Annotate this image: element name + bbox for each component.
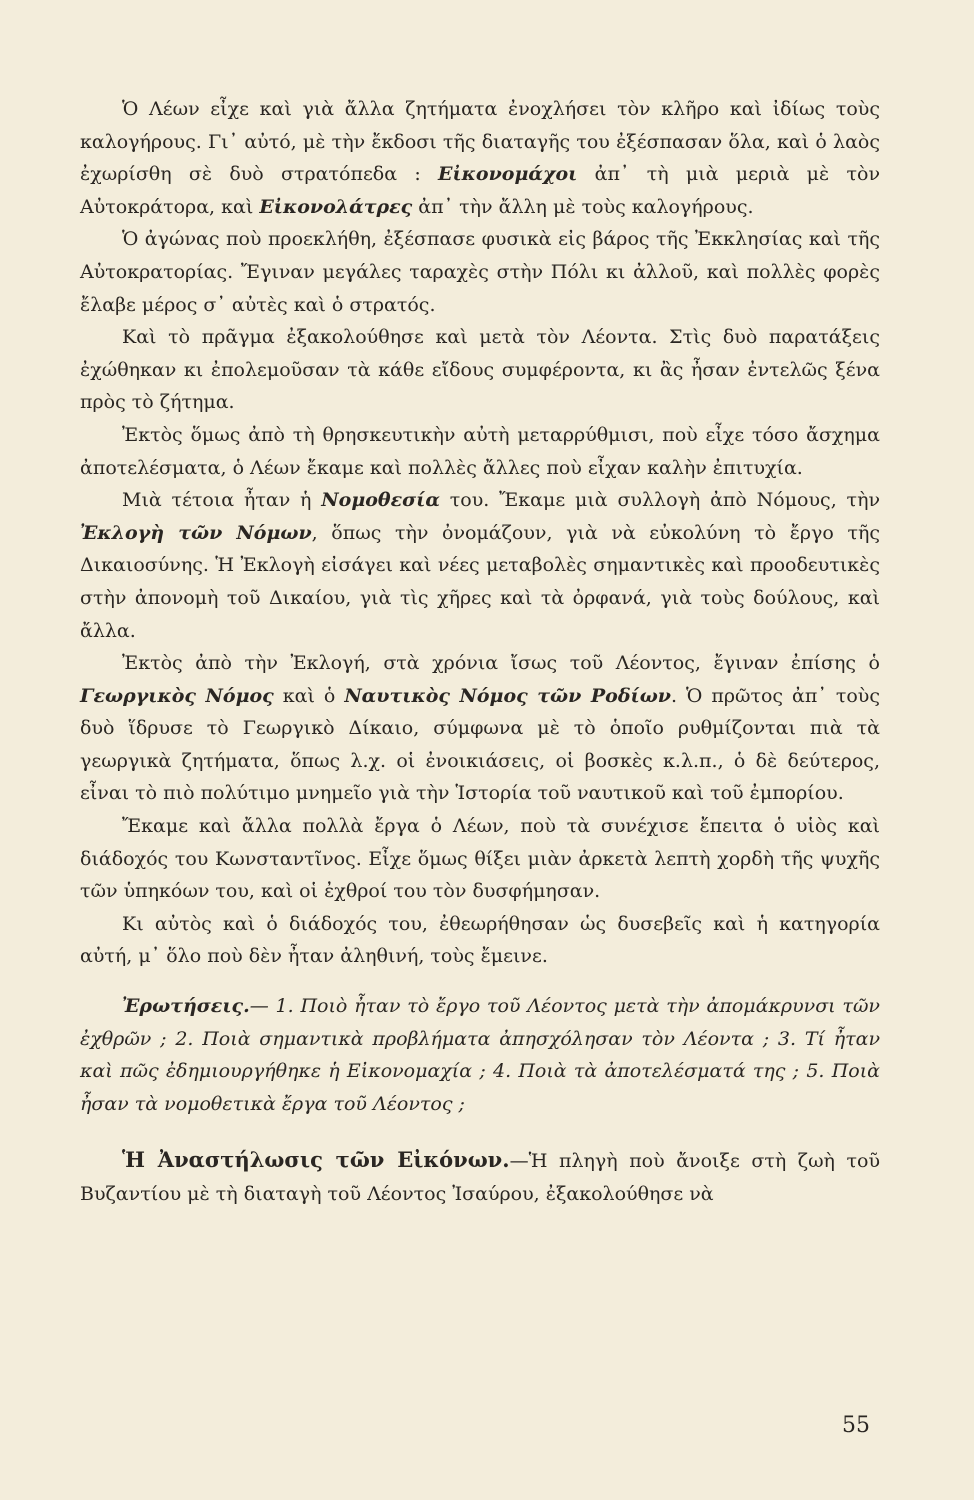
paragraph <box>80 908 880 973</box>
paragraph-text: ἀπ᾿ τὴ μιὰ μεριὰ μὲ τὸν Αὐτοκράτορα, καὶ <box>80 163 880 218</box>
paragraph-text: Μιὰ τέτοια ἦταν ἡ <box>122 489 322 512</box>
emphasized-term: Γεωργικὸς Νόμος <box>80 684 274 707</box>
next-section <box>80 1144 880 1210</box>
paragraph <box>80 810 880 908</box>
review-questions <box>80 990 880 1120</box>
emphasized-term: Νομοθεσία <box>321 489 440 512</box>
paragraph <box>80 419 880 484</box>
main-text <box>80 93 880 973</box>
questions-text: — 1. Ποιὸ ἦταν τὸ ἔργο τοῦ Λέοντος μετὰ τὴν ἀπομάκρυνσι τῶν ἐχθρῶν ; 2. Ποιὰ σημαντικὰ προβλήματα ἀπησχόλησαν τὸν Λέοντα ; 3. Τί ἦταν καὶ πῶς ἐδημιουργήθηκε ἡ Εἰκονομαχία ; 4. Ποιὰ τὰ ἀποτελέσματά της ; 5. Ποιὰ ἦσαν τὰ νομοθετικὰ ἔργα τοῦ Λέοντος ; <box>80 995 880 1115</box>
paragraph-text: Ὁ Λέων εἶχε καὶ γιὰ ἄλλα ζητήματα ἐνοχλήσει τὸν κλῆρο καὶ ἰδίως τοὺς καλογήρους. Γι᾿ αὐτό, μὲ τὴν ἔκδοσι τῆς διαταγῆς του ἐξέσπασαν ὅλα, καὶ ὁ λαὸς ἐχωρίσθη σὲ δυὸ στρατόπεδα : <box>80 98 880 186</box>
paragraph-text: Ἔκαμε καὶ ἄλλα πολλὰ ἔργα ὁ Λέων, ποὺ τὰ συνέχισε ἔπειτα ὁ υἱὸς καὶ διάδοχός του Κωνσταντῖνος. Εἶχε ὅμως θίξει μιὰν ἀρκετὰ λεπτὴ χορδὴ τῆς ψυχῆς τῶν ὑπηκόων του, καὶ οἱ ἐχθροί του τὸν δυσφήμησαν. <box>80 815 880 903</box>
paragraph <box>80 93 880 223</box>
paragraph-text: Ὁ ἀγώνας ποὺ προεκλήθη, ἐξέσπασε φυσικὰ εἰς βάρος τῆς Ἐκκλησίας καὶ τῆς Αὐτοκρατορίας. Ἔγιναν μεγάλες ταραχὲς στὴν Πόλι κι ἀλλοῦ, καὶ πολλὲς φορὲς ἔλαβε μέρος σ᾿ αὐτὲς καὶ ὁ στρατός. <box>80 228 880 316</box>
paragraph-text: Ἐκτὸς ἀπὸ τὴν Ἐκλογή, στὰ χρόνια ἴσως τοῦ Λέοντος, ἔγιναν ἐπίσης ὁ <box>122 652 880 675</box>
paragraph <box>80 484 880 647</box>
section-text: —Ἡ πληγὴ ποὺ ἄνοιξε στὴ ζωὴ τοῦ Βυζαντίου μὲ τὴ διαταγὴ τοῦ Λέοντος Ἰσαύρου, ἐξακολούθησε νὰ <box>80 1150 880 1205</box>
emphasized-term: Εἰκονομάχοι <box>438 163 578 186</box>
emphasized-term: Ἐκλογὴ τῶν Νόμων <box>80 521 312 544</box>
page-number: 55 <box>842 1413 870 1438</box>
questions-label: Ἐρωτήσεις. <box>122 995 250 1018</box>
paragraph-text: καὶ ὁ <box>273 684 345 707</box>
paragraph <box>80 321 880 419</box>
paragraph-text: του. Ἔκαμε μιὰ συλλογὴ ἀπὸ Νόμους, τὴν <box>439 489 880 512</box>
paragraph-text: , ὅπως τὴν ὀνομάζουν, γιὰ νὰ εὐκολύνη τὸ ἔργο τῆς Δικαιοσύνης. Ἡ Ἐκλογὴ εἰσάγει καὶ νέες μεταβολὲς σημαντικὲς καὶ προοδευτικὲς στὴν ἀπονομὴ τοῦ Δικαίου, γιὰ τὶς χῆρες καὶ τὰ ὀρφανά, γιὰ τοὺς δούλους, καὶ ἄλλα. <box>80 521 880 642</box>
paragraph-text: Καὶ τὸ πρᾶγμα ἐξακολούθησε καὶ μετὰ τὸν Λέοντα. Στὶς δυὸ παρατάξεις ἐχώθηκαν κι ἐπολεμοῦσαν τὰ κάθε εἴδους συμφέροντα, κι ἂς ἦσαν ἐντελῶς ξένα πρὸς τὸ ζήτημα. <box>80 326 880 414</box>
emphasized-term: Εἰκονολάτρες <box>259 195 413 218</box>
page-body <box>80 93 880 1211</box>
emphasized-term: Ναυτικὸς Νόμος τῶν Ροδίων <box>344 684 671 707</box>
paragraph-text: Κι αὐτὸς καὶ ὁ διάδοχός του, ἐθεωρήθησαν ὡς δυσεβεῖς καὶ ἡ κατηγορία αὐτή, μ᾿ ὅλο ποὺ δὲν ἦταν ἀληθινή, τοὺς ἔμεινε. <box>80 912 880 968</box>
paragraph <box>80 647 880 810</box>
section-heading: Ἡ Ἀναστήλωσις τῶν Εἰκόνων. <box>122 1147 510 1173</box>
paragraph <box>80 223 880 321</box>
paragraph-text: . Ὁ πρῶτος ἀπ᾿ τοὺς δυὸ ἵδρυσε τὸ Γεωργικὸ Δίκαιο, σύμφωνα μὲ τὸ ὁποῖο ρυθμίζονται πιὰ τὰ γεωργικὰ ζητήματα, ὅπως λ.χ. οἱ ἐνοικιάσεις, οἱ βοσκὲς κ.λ.π., ὁ δὲ δεύτερος, εἶναι τὸ πιὸ πολύτιμο μνημεῖο γιὰ τὴν Ἱστορία τοῦ ναυτικοῦ καὶ τοῦ ἐμπορίου. <box>80 684 881 805</box>
paragraph-text: ἀπ᾿ τὴν ἄλλη μὲ τοὺς καλογήρους. <box>412 195 754 218</box>
paragraph-text: Ἐκτὸς ὅμως ἀπὸ τὴ θρησκευτικὴν αὐτὴ μεταρρύθμισι, ποὺ εἶχε τόσο ἄσχημα ἀποτελέσματα, ὁ Λέων ἔκαμε καὶ πολλὲς ἄλλες ποὺ εἶχαν καλὴν ἐπιτυχία. <box>80 423 880 479</box>
